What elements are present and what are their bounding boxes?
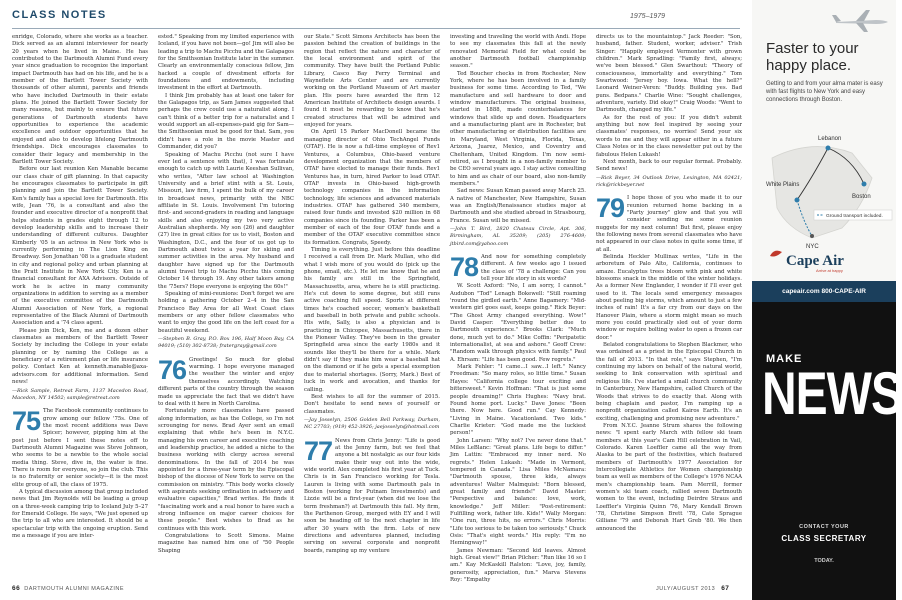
column-1: [12, 34, 148, 580]
col5-paragraph: Belinda Heckler Mullinax writes, "Life in the arboretum of Palo Alto, California, continues to amaze. Eucalyptus trees bloom with pink and white blossoms snack in the middle of the winter holidays. As a former New Englander, I wonder if I'll ever get used to it. The locals send emergency messages about peeling big storms, which amount to just a few inches of rain! It's a far cry from our days on the Hanover Plain, where a storm might mean so much more you could practically sled out of your dorm window or require bolting water to open a frozen car door.": [596, 253, 742, 341]
ad-contact-bar[interactable]: capeair.com 800-CAPE-AIR: [752, 281, 896, 302]
brand-tagline: Arrive at happy: [816, 268, 843, 273]
header-rule: [12, 28, 740, 29]
class-secretary-signature: —Rick Beyer, 34 Outlook Drive, Lexington, MA 02421; rick@rickbeyer.net: [596, 174, 742, 188]
class-year-number: 76: [158, 354, 187, 385]
ad-contact-line: CONTACT YOUR: [799, 524, 849, 530]
col4-paragraph: W. Scott Axford: "No, I am sorry, I cannot." Audubon "Tod" Lenagh Bokewell: "Still roaming 'round the girdled earth." Anne Bagamery: "Mid-western girl goes east, keeps going." Rick Beyer: "The Ghost Army changed everything. Wow!" David Casper: "Everything better due to Dartmouth experience." Brooks Clark: "Much done, much yet to do." Mike Coffin: "Peripatetic internationalist, at sea and ashore." Geoff Crew: "Random walk through physics with family." Paul A. Ehrsam: "Life has been good. Few regrets.": [450, 283, 586, 363]
col3-paragraph: News from Chris Jenny: "Life is good at the Jenny farm, but we feel that anyone a bit nostalgic as our four kids make their way out into the wide, wide world. Alex completed his first year at Tuck. Chris is in San Francisco working for Tesla. Lauren is living with some Dartmouth pals in Boston (working for Putnam Investments) and Lizzie will be a first-year (when did we lose the term freshman?) at Dartmouth this fall. My firm, the Parthenon Group, merged with EY and I will soon be heading off to the next chapter in life after 30 years with the firm. Lots of new directions and adventures planned, including serving on several corporate and nonprofit boards, ramping up my venture: [304, 437, 440, 554]
footer-right: [656, 585, 733, 592]
col5-paragraph: Next month, back to our regular format. Probably. Send news!: [596, 158, 742, 173]
city-label-lebanon: Lebanon: [818, 136, 842, 142]
issue-date: JULY/AUGUST 2013: [656, 586, 716, 592]
section-header: CLASS NOTES: [12, 9, 107, 21]
city-label-white-plains: White Plains: [766, 182, 800, 188]
column-4: [450, 34, 586, 584]
col4-paragraph: Mark Fehler: "I came...I saw...I left." Nancy Freedman: "So many roles, so little time." Susan Hayes: "California college tour exciting and bittersweet." Kevin Hoffman: "That is just some people dreaming!" Chris Hughes: "Navy brat. Found home port. Lucky." Dave Jones: "Been there. Now here. Good run." Cay Kennedy: "Living in Maine. Vacationland. Two kids." Charlie Krieter: "God made me the luckiest person!": [450, 364, 586, 437]
col5-paragraph: I hope those of you who made it to our reunion returned home backing in a "Party journey" glow and that you will consider sending me some reunion nuggets for my next column! But first, please enjoy the following news from several classmates who have not appeared in our class notes in quite some time, if at all.: [596, 195, 742, 253]
col1-paragraph: The Facebook community continues to grow among our fellow '75s. One of the most recent additions was Dave Spicer; however, pipping him at the post just before I sent these notes off to Dartmouth Alumni Magazine was Steve Johnson, who seems to be a newbie to the whole social media thing. Steve, dive in, the water is fine. There is room for everyone, so join the club. This is no fraternity or senior society—it is the most elite group of all, the class of 1975.: [12, 408, 148, 488]
city-label-boston: Boston: [852, 194, 871, 200]
col5-paragraph: directs us to the mountaintop." Jack Reeder: "Son, husband, father. Student, worker, adviser." Trish Singer: "Happily employed Vermonter with grown children." Mark Spradling: "Family first, always; we've been blessed." Glen Swarthout: "Theory of consciousness, immortality and everything." Tom Swartwood: "Jersey boy. Iowa. What the hell?" Leonard Weiner-Veren: "Buddy. Building yes. Bad puns. Bedpans." Charlie Wine: "Sought challenges, adventure, variety. Did okay!" Craig Woods: "Went to Dartmouth, changed my life.": [596, 34, 742, 114]
class-secretary-signature: —John T. Bird, 2820 Chateau Circle, Apt. 306, Birmingham, AL 35209; (205) 276-4609; jtbird.com@yahoo.com: [450, 225, 586, 247]
class-secretary-signature: —Jay Josselyn, 2506 Golden Bell Parkway, Durham, NC 27703; (919) 452-3926; jaejosselyn@hotmail.com: [304, 416, 440, 431]
page-number-left: 66: [12, 585, 21, 592]
ad-headline: Faster to your happy place.: [766, 40, 859, 74]
ad-secretary-line: CLASS SECRETARY: [781, 534, 867, 543]
col4-paragraph: investing and traveling the world with Andi. Hope to see my classmates this fall at the newly renovated Memorial Field for what could be another Dartmouth football championship season.": [450, 34, 586, 70]
class-year-number: 78: [450, 251, 479, 282]
col3-paragraph: On April 15 Parker MacDonell became the managing director of Ohio TechAngel Funds (OTAF). He is now a full-time employee of Rev1 Ventures, a Columbus, Ohio-based venture development organization that the members of OTAF have elected to manage their funds. Rev1 Ventures has, in turn, hired Parker to lead OTAF. OTAF invests in Ohio-based high-growth technology companies in the information technology, life sciences and advanced materials industries. OTAF has gathered 340 members, raised four funds and invested $20 million in 68 companies since its founding. Parker has been a member of each of the four OTAF funds and a member of the OTAF executive committee since its formation. Congrats, Speedy.: [304, 129, 440, 246]
make-news-ad: [752, 302, 902, 600]
col4-paragraph: Ted Boucher checks in from Rochester, New York, where he has been involved in a family business for some time. According to Ted, "We manufacture and sell hardware to door and window manufacturers. The original business, started in 1888, made counterbalances for windows that slide up and down. Headquarters and a manufacturing plant are in Rochester, but other manufacturing or distribution facilities are in Maryland, West Virginia, Florida, Texas, Arizona, Juarez, Mexico, and Coventry and Cheltenham, United Kingdom. I'm now semi-retired, as I brought in a non-family member to be CEO several years ago. I stay active consulting to him and as chair of our board, also non-family members.": [450, 70, 586, 187]
airplane-icon: [832, 8, 892, 34]
col4-paragraph: James Newman: "Second kid leaves. Almost high. Great view!" Brian Pilcher: "Run like 16 so I am." Kay McKaskill Ralston: "Love, joy, family, generosity, appreciation, fun." Marva Stevens Roy: "Empathy: [450, 547, 586, 584]
footer-left: [12, 585, 124, 592]
ad-news-word: NEWS: [762, 361, 902, 428]
col2-paragraph: Speaking of Machu Picchu (not sure I have ever led a sentence with that), I was fortunate enough to catch up with Laurie Keeshan Sullivan, who writes, "After law school at Washington University and a brief stint with a St. Louis, Missouri, law firm, I spent the bulk of my career in broadcast news, primarily with the NBC affiliate in St. Louis. Involvement I'm tutoring first- and second-graders in reading and language skills and also enjoying my two very active Australian shepherds. My son (26) and daughter (27) live in great cities for us to visit, Boston and Washington, D.C., and the four of us got up to Dartmouth about twice a year for skiing and summer activities in the area. My husband and daughter have signed up for the Dartmouth alumni travel trip to Machu Picchu this coming October 14 through 19. Any other takers among the '75ers? Hope everyone is enjoying the 60s!": [158, 151, 294, 290]
class-year-number: 75: [12, 406, 41, 437]
col2-paragraph: Fortunately more classmates have passed along information, as has the College, so I'm not scrounging for news. Brad Ayer sent an email explaining that while he's been in N.Y.C. managing his own career and executive coaching and leadership practice, he added a niche to the business working with clergy across several denominations. In the fall of 2014 he was appointed for a three-year term by the Episcopal bishop of the diocese of New York to serve on the commission on ministry. "This body works closely with aspirants seeking ordination in advisory and evaluative capacities," Brad writes. He finds it "fascinating work and a real honor to have such a strong influence on major career choices for these people." Best wishes to Brad as he continues with this work.: [158, 408, 294, 532]
route-map: [752, 118, 896, 278]
white-plains-marker: [795, 198, 800, 203]
col2-paragraph: ested." Speaking from my limited experience with Iceland, if you have not been—go! Jim will also be leading a trip to Machu Picchu and the Galapagos for the Smithsonian Institute later in the summer. Clearly an environmentally conscious fellow, Jim hacked a couple of divestment efforts for foundations and endowments, including investment in the effort at Dartmouth.: [158, 34, 294, 92]
col1-paragraph: Please join Dick, Ken, me and a dozen other classmates as members of the Bartlett Tower Society by including the College in your estate planning or by naming the College as a beneficiary of a retirement plan or life insurance policy. Contact Ken at kenneth.manable@axa-advisors.com for additional information. Send news!: [12, 327, 148, 386]
column-5: [596, 34, 742, 580]
col3-paragraph: our State." Scott Simons Architects has been the passion behind the creation of buildings in the region that reflect the nature and character of the local environment and spirit of the community. They have built the Portland Public Library, Casco Bay Ferry Terminal and Wayneflete Arts Center and are currently working on the Portland Museum of Art master plan. His peers have awarded the firm 12 American Institute of Architects design awards. I found it most be rewarding to know that he's created structures that will be admired and enjoyed for years.: [304, 34, 440, 129]
cape-air-ad[interactable]: [752, 0, 896, 302]
magazine-title: DARTMOUTH ALUMNI MAGAZINE: [24, 586, 125, 592]
col2-paragraph: Congratulations to Scott Simons. Maine magazine has named him one of "50 People Shaping: [158, 533, 294, 554]
col4-paragraph: And now for something completely different. A few weeks ago I issued the class of '78 a challenge: Can you tell your life story in six words?: [481, 253, 586, 282]
city-label-nyc: NYC: [806, 244, 819, 250]
lebanon-marker: [826, 146, 831, 151]
col4-paragraph: Sad news: Susan Kman passed away March 25. A native of Manchester, New Hampshire, Susan was an English/Renaissance studies major at Dartmouth and she studied abroad in Strasbourg, France. Susan will be missed.: [450, 188, 586, 224]
col1-paragraph: enridge, Colorado, where she works as a teacher. Dick served as an alumni interviewer for nearly 20 years when he lived in Maine. He has contributed to the Dartmouth Alumni Fund every year since graduation to recognize the important impact Dartmouth has had on his life, and he is a member of the Bartlett Tower Society with thousands of other alumni, parents and friends who have included Dartmouth in their estate plans. He joined the Bartlett Tower Society for many reasons, but mainly to ensure that future generations of Dartmouth students have opportunities to experience the academic excellence and outdoor opportunities that he enjoyed and also to develop lifelong Dartmouth friendships. Dick encourages classmates to consider their legacy and membership in the Bartlett Tower Society.: [12, 34, 148, 165]
col2-paragraph: Speaking of mini-reunions: Don't forget we are holding a gathering October 2–4 in the San Francisco Bay Area for all West Coast class members or any other fellow classmates who want to enjoy the good life on the left coast for a beautiful weekend.: [158, 291, 294, 334]
column-3: [304, 34, 440, 580]
class-secretary-signature: —Rick Sample, Retreat Farm, 1137 Macedon Road, Macedon, NY 14502; sample@retreat.com: [12, 387, 148, 401]
col3-paragraph: Timing is everything. Just before this deadline I received a call from Dr. Mark Mullan, who did what I wish more of you would do (pick up the phone, email, etc.). He let me know that he and his family are still in the Springfield, Massachusetts, area, where he is still practicing. He's cut down to some degree, but still runs active coaching full speed. Sports at different times he's coached soccer, women's basketball and baseball in both private and public schools. His wife, Sally, is also a physician and is practicing in Chicopee, Massachusetts, there in the Pioneer Valley. They've been in the greater Springfield area since the early 1980s and it sounds like they'll be there for a while. Mark didn't say if they make him wear a baseball hat on the diamond or if he gets a special exemption due to material shortages. (Sorry, Mark.) Best of luck in work and avocation, and thanks for calling.: [304, 246, 440, 393]
column-2: [158, 34, 294, 580]
class-year-number: 79: [596, 193, 625, 224]
page-number-right: 67: [721, 585, 730, 592]
col5-paragraph: From N.Y.C. Jeanne Strum shares the following news: "I spent early March with fellow ski team members at this year's Cam Hill celebration in Vail, Colorado. Karen Loeffler came all the way from Alaska to be part of the festivities, which featured members of Dartmouth's 1977 Association for Intercollegiate Athletics for Women championship team as well as members of the College's 1976 NCAA men's championship team. Pam Merrill, former women's ski team coach, rallied seven Dartmouth women to the event, including Deirdre Straus and Loeffler's Virginia Quinn '76, Mary Kendall Brown '78, Christine Simpson Brett '78, Cate Sprague Gilliane '79 and Deborah Hart Greb '80. We then announced the: [596, 422, 742, 532]
nyc-marker: [810, 234, 814, 238]
boston-marker: [862, 182, 867, 187]
col4-paragraph: John Larsen: "Why not? I've never done that." Miles LeBlanc: "Great plans. Life begs to differ." Jim Lattin: "Embraced my inner nerd. No regrets." Helen Lukash: "Made in Vermont, tempered in Canada." Lisa Miles McNamara: "Dartmouth spouse, three kids, always adventures! Walter Malmquist: "Born blessed, great family and friends!" David Master: "Perspective and balance: love, work, knowledge." Jeff Miller: "Post-retirement: Fulfilling work, father life. Kids!" Wally Morgan: "One run, three hits, no errors." Chris Morris: "Life too serious to be taken too seriously." Chuck Osis: "That's eight words." His reply: "I'm no Hemingway!": [450, 437, 586, 547]
ad-body: Getting to and from your alma mater is easy with fast flights to New York and easy connections through Boston.: [766, 81, 883, 103]
col1-paragraph: A typical discussion among that group included news that Jim Reynolds will be leading a group on a three-week camping trip to Iceland July 5–27 for Emerald College. He says, "We just opened up the trip to all who are interested. It should be a spectacular trip with the ongoing eruption. Send me a message if you are inter-: [12, 488, 149, 540]
col2-paragraph: I think Jim probably has at least one taker for the Galapagos trip, as Sam James suggested that perhaps the crew could use a naturalist along. I can't think of a better trip for a naturalist and I would support an all-expenses-paid gig for Sam—the Smithsonian must be good for that. Sam, you didn't have a role in the movie Master and Commander, did you?: [158, 92, 294, 151]
class-secretary-signature: —Stephen B. Gray, P.O. Box 196, Half Moon Bay, CA 94019; (510) 302-8738; fratergray@gmail.com: [158, 336, 294, 350]
brand-name: Cape Air: [786, 253, 844, 269]
class-years: 1975–1979: [630, 13, 666, 20]
col5-paragraph: As for the rest of you: If you didn't submit anything but now feel inspired by seeing your classmates' responses, no worries! Send your six words to me and they will appear either in a future Class Notes or in the class newsletter put out by the fabulous Helen Lukash!: [596, 114, 742, 158]
col3-paragraph: Best wishes to all for the summer of 2015. Don't hesitate to send news of yourself or classmates.: [304, 393, 440, 415]
ad-today-line: TODAY.: [814, 558, 834, 564]
class-year-number: 77: [304, 435, 333, 466]
ad-make-word: MAKE: [766, 353, 803, 365]
col1-paragraph: Before our last reunion Ken Manable became our class chair of gift planning. In that capacity he encourages classmates to participate in gift planning and join the Bartlett Tower Society. Ken's family has a special love for Dartmouth. His wife, Jean '76, is a consultant and also the founder and executive director of a nonprofit that helps students in grades eight through 12 to develop leadership skills and to increase their understanding of different cultures. Daughter Kimberly '05 is an actress in New York who is currently performing in The Lion King on Broadway. Son Jonathan '08 is a graduate student in city and regional policy and urban planning at the Pratt Institute in New York City. Ken is a financial consultant for AXA Advisors. Outside of work he is active in many community organizations in addition to serving as a member of the executive committee of the Dartmouth Alumni Association of New York, a regional representative of the Black Alumni of Dartmouth Association and a '74 class agent.: [12, 166, 148, 327]
map-legend: Ground transport included.: [826, 214, 883, 219]
cape-air-logo: [770, 251, 844, 273]
col5-paragraph: Belated congratulations to Stephen Blackmer, who was ordained as a priest in the Episcopal Church in the fall of 2013. "In that role," says Stephen, "I'm continuing my labors on behalf of the natural world, seeking to link conservation with spiritual and religious life. I've started a small church community in Canterbury, New Hampshire, called Church of the Woods that strives to do exactly that. Along with being chaplain and pastor, I'm ramping up a nonprofit organization called Kairos Earth. It's an exciting, challenging and promising new adventure.": [596, 342, 742, 422]
col2-paragraph: Greetings! So much for global warming. I hope everyone managed the weather the winter and enjoy themselves accordingly. Watching different parts of the country through the season made us appreciate the fact that we didn't have to deal with it here in North Carolina.: [158, 356, 294, 407]
